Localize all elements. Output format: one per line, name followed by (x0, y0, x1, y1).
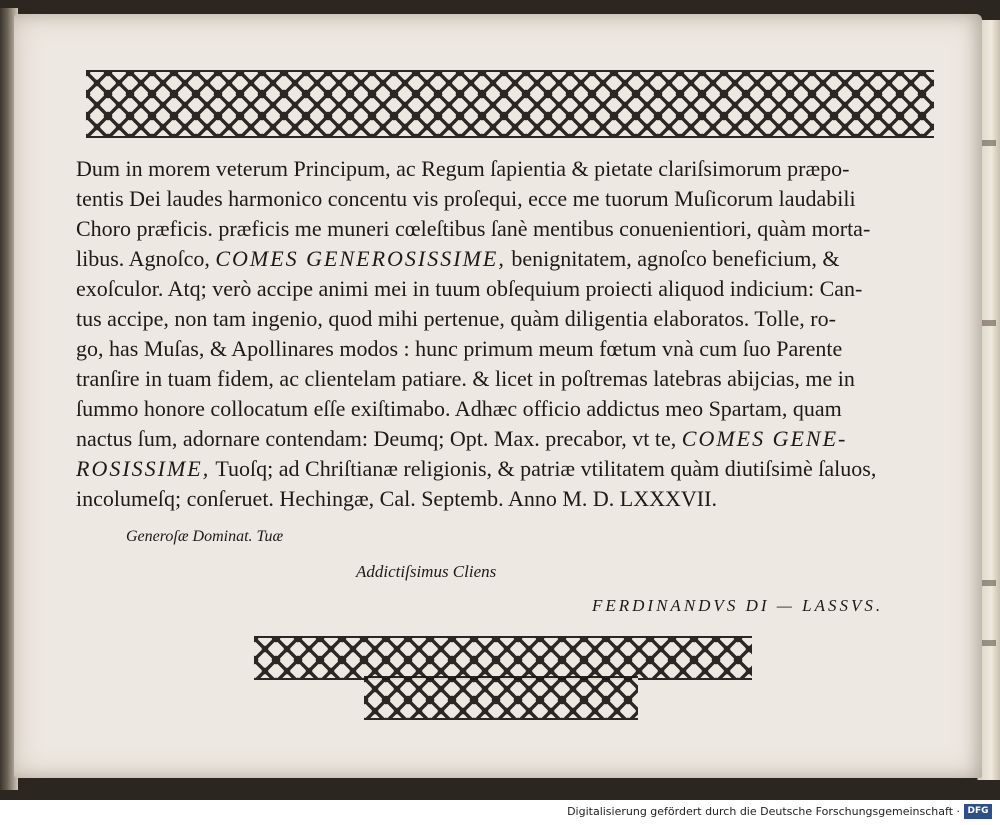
funding-credit: Digitalisierung gefördert durch die Deutsche Forschungsgemeinschaft · (567, 805, 960, 818)
closing-salutation: Generoſæ Dominat. Tuæ (126, 528, 284, 545)
dedication-text (76, 154, 946, 514)
text-fragment: nactus ſum, adornare contendam: Deumq; Opt. Max. precabor, vt te, (76, 426, 677, 451)
text-line: incolumeſq; conſeruet. Hechingæ, Cal. Septemb. Anno M. D. LXXXVII. (76, 486, 717, 511)
facing-page-text-fragment (982, 640, 996, 646)
text-line: tus accipe, non tam ingenio, quod mihi pertenue, quàm diligentia elaboratos. Tolle, ro- (76, 306, 836, 331)
text-line: Dum in morem veterum Principum, ac Regum ſapientia & pietate clariſsimorum præpo- (76, 156, 850, 181)
text-line: ſummo honore collocatum eſſe exiſtimabo. Adhæc officio addictus meo Spartam, quam (76, 396, 842, 421)
comes-generosissime-split-1: COMES GENE- (681, 426, 848, 451)
comes-generosissime: COMES GENEROSISSIME, (215, 246, 506, 271)
text-fragment: libus. Agnoſco, (76, 246, 210, 271)
text-fragment: benignitatem, agnoſco beneficium, & (511, 246, 840, 271)
footer-bar (0, 800, 1000, 825)
text-line (76, 454, 946, 484)
comes-generosissime-split-2: ROSISSIME, (76, 456, 211, 481)
text-line: go, has Muſas, & Apollinares modos : hunc primum meum fœtum vnà cum ſuo Parente (76, 336, 843, 361)
facing-page-text-fragment (982, 320, 996, 326)
closing-addictus: Addictiſsimus Cliens (356, 562, 497, 581)
text-line (76, 424, 946, 454)
text-line: exoſculor. Atq; verò accipe animi mei in tuum obſequium proiecti aliquod indicium: Can- (76, 276, 863, 301)
bottom-ornament-band-lower (364, 676, 638, 720)
book-page (14, 14, 982, 778)
top-ornament-band (86, 70, 934, 138)
facing-page-text-fragment (982, 140, 996, 146)
dfg-logo: DFG (964, 804, 992, 819)
text-line (76, 244, 946, 274)
facing-page-text-fragment (982, 580, 996, 586)
text-fragment: Tuoſq; ad Chriſtianæ religionis, & patriæ vtilitatem quàm diutiſsimè ſaluos, (215, 456, 877, 481)
bottom-ornament-band-upper (254, 636, 752, 680)
signature: FERDINANDVS DI — LASSVS. (592, 596, 884, 615)
text-line: tranſire in tuam fidem, ac clientelam patiare. & licet in poſtremas latebras abijcias, me in (76, 366, 855, 391)
text-line: Choro præficis. præficis me muneri cœleſtibus ſanè mentibus conuenientiori, quàm morta- (76, 216, 871, 241)
text-line: tentis Dei laudes harmonico concentu vis proſequi, ecce me tuorum Muſicorum laudabili (76, 186, 856, 211)
